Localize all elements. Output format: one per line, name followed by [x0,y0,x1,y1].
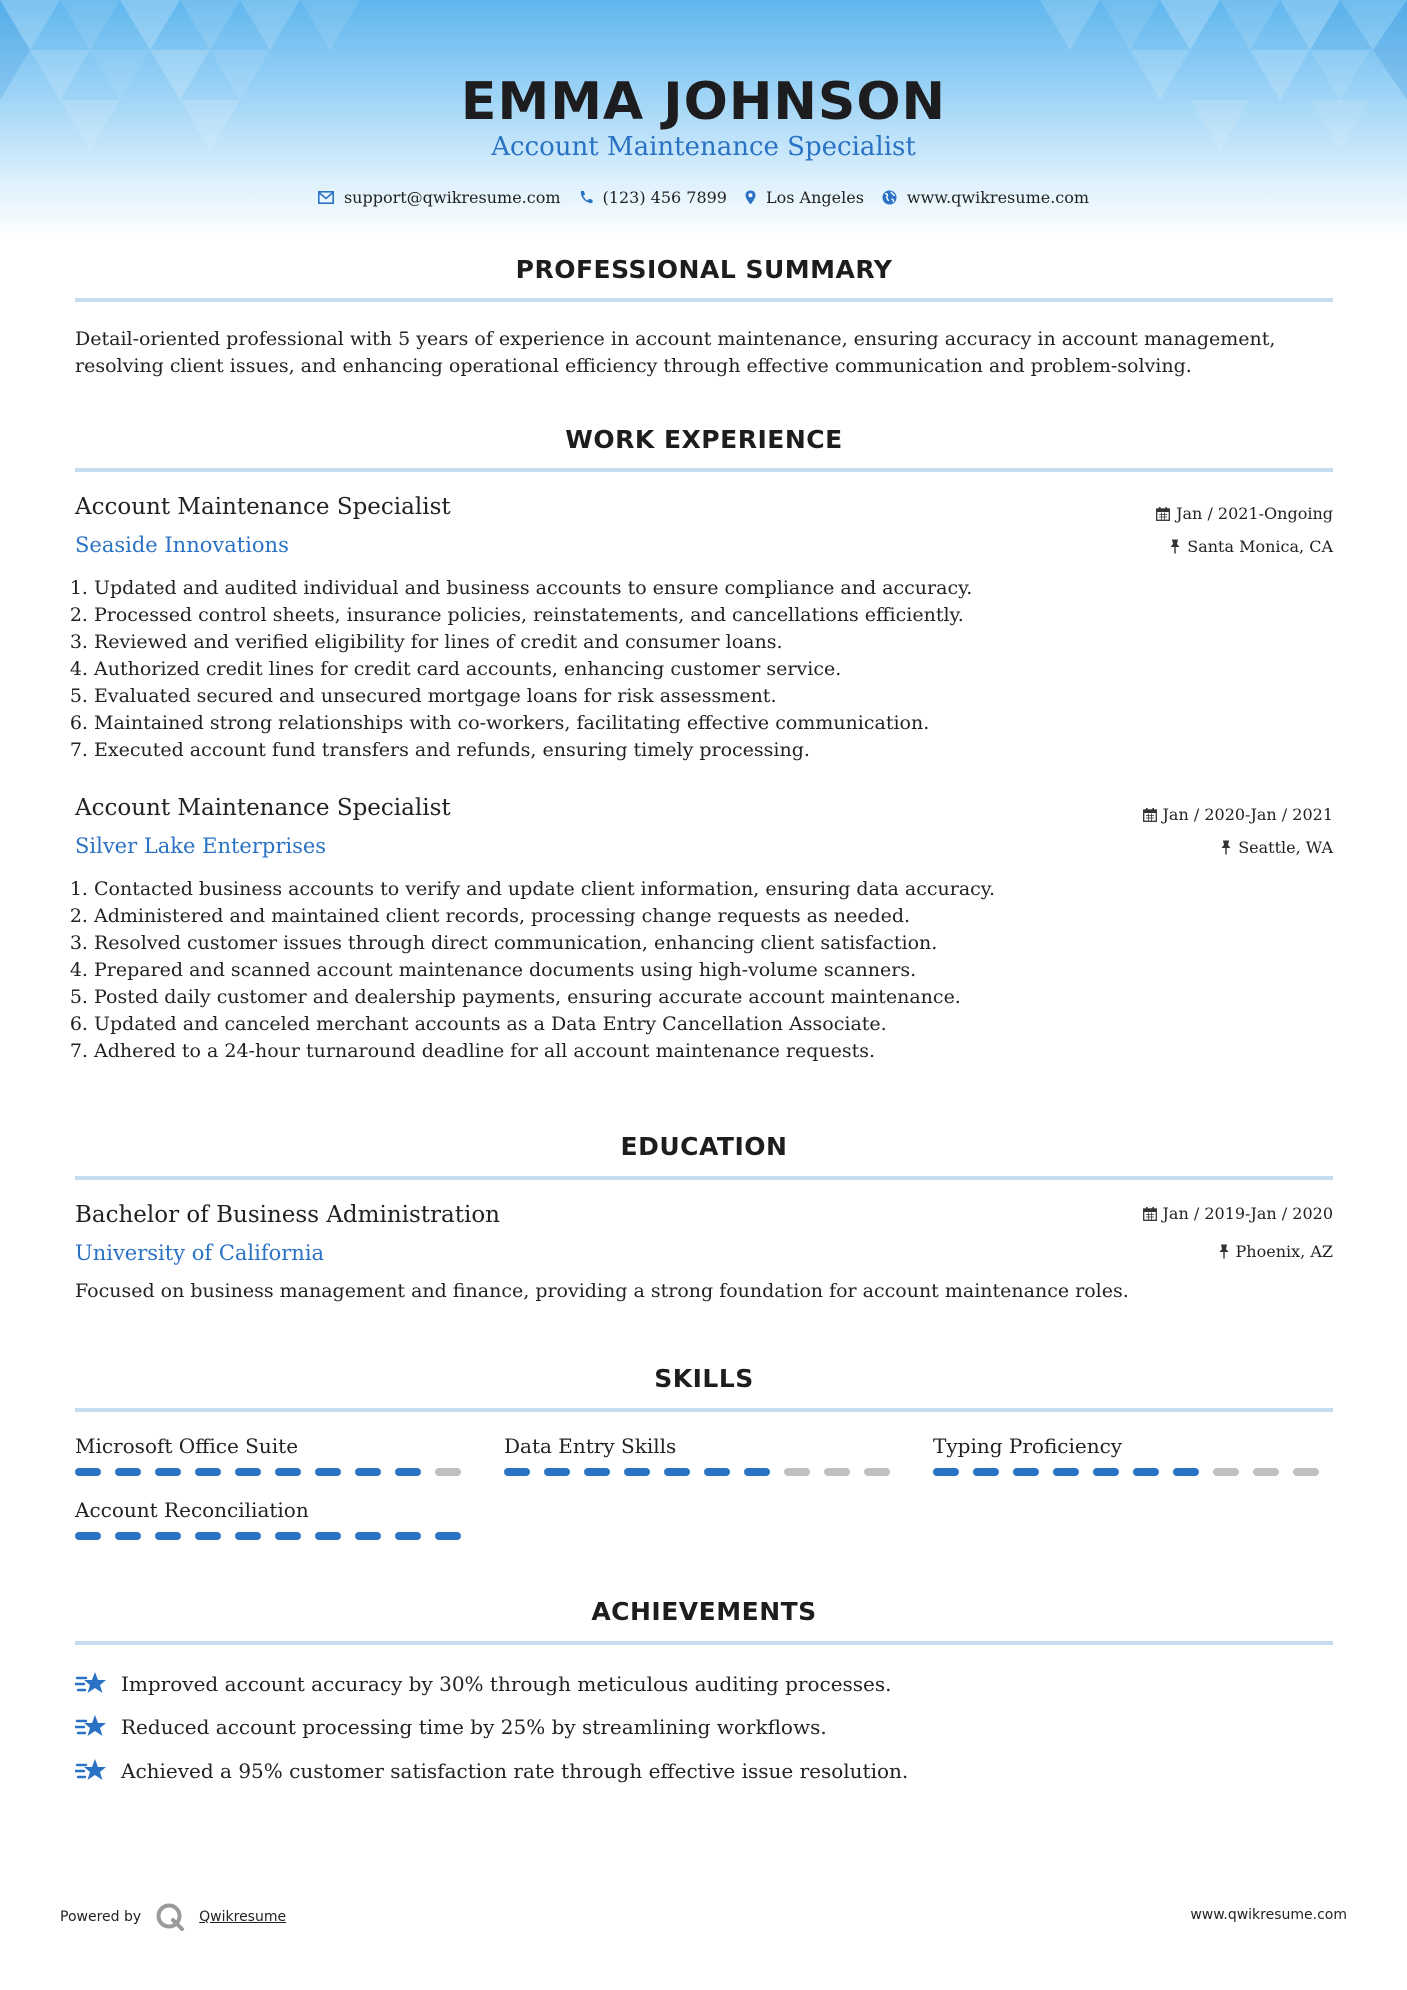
list-item: 2. Administered and maintained client records, processing change requests as needed. [94,903,1344,930]
skill-dash-filled [973,1468,999,1476]
skill-dash-filled [315,1468,341,1476]
job-2-location-text: Seattle, WA [1238,838,1333,857]
list-item: 6. Maintained strong relationships with co-workers, facilitating effective communication. [94,710,1344,737]
summary-divider [75,298,1333,302]
list-item: 4. Authorized credit lines for credit card accounts, enhancing customer service. [94,656,1344,683]
list-item: 1. Contacted business accounts to verify and update client information, ensuring data accuracy. [94,876,1344,903]
skill-rating [933,1468,1333,1476]
job-2-role: Account Maintenance Specialist [75,795,451,821]
skill-dash-filled [544,1468,570,1476]
skill-dash-empty [784,1468,810,1476]
skill-rating [504,1468,904,1476]
phone-icon [579,190,593,205]
skill-dash-filled [75,1468,101,1476]
location-text: Los Angeles [765,188,864,207]
skill-dash-filled [395,1468,421,1476]
skill-typing [933,1434,1333,1476]
skill-label: Account Reconciliation [75,1498,309,1522]
skill-dash-filled [664,1468,690,1476]
website-text: www.qwikresume.com [906,188,1090,207]
skill-dash-empty [1213,1468,1239,1476]
skill-dash-filled [275,1532,301,1540]
summary-heading: PROFESSIONAL SUMMARY [515,255,893,284]
list-item: 6. Updated and canceled merchant accounts as a Data Entry Cancellation Associate. [94,1011,1344,1038]
envelope-icon [318,191,334,204]
skill-dash-filled [704,1468,730,1476]
list-item: 7. Adhered to a 24-hour turnaround deadline for all account maintenance requests. [94,1038,1344,1065]
education-date [1143,1204,1333,1223]
skill-dash-filled [315,1532,341,1540]
calendar-icon [1156,507,1170,521]
summary-text: Detail-oriented professional with 5 years of experience in account maintenance, ensuring accuracy in account management, resolving client issues, and enhancing operational efficiency through effective communication and problem-solving. [75,328,1276,377]
skill-dash-filled [75,1532,101,1540]
qwikresume-link[interactable]: Qwikresume [199,1909,287,1925]
skill-dash-filled [155,1532,181,1540]
skill-dash-filled [235,1532,261,1540]
list-item: 2. Processed control sheets, insurance policies, reinstatements, and cancellations efficiently. [94,602,1344,629]
job-1-location [1169,537,1333,556]
achievements-divider [75,1641,1333,1645]
skill-dash-filled [355,1532,381,1540]
skill-rating [75,1532,475,1540]
education-degree: Bachelor of Business Administration [75,1202,500,1228]
list-item: 5. Posted daily customer and dealership payments, ensuring accurate account maintenance. [94,984,1344,1011]
footer-site-link[interactable]: www.qwikresume.com [1190,1907,1347,1923]
skill-dash-empty [1253,1468,1279,1476]
map-pin-icon [745,190,756,205]
calendar-icon [1143,808,1157,822]
list-item: 1. Updated and audited individual and business accounts to ensure compliance and accuracy. [94,575,1344,602]
education-heading: EDUCATION [620,1132,788,1161]
job-1-date-text: Jan / 2021-Ongoing [1176,504,1333,523]
skill-dash-filled [195,1532,221,1540]
achievement-text: Reduced account processing time by 25% by streamlining workflows. [121,1715,827,1739]
education-date-text: Jan / 2019-Jan / 2020 [1162,1204,1333,1223]
list-item: 5. Evaluated secured and unsecured mortgage loans for risk assessment. [94,683,1344,710]
star-icon [75,1757,107,1785]
contact-email[interactable] [318,188,561,207]
achievement-text: Improved account accuracy by 30% through meticulous auditing processes. [121,1672,892,1696]
job-2-company: Silver Lake Enterprises [75,834,327,858]
candidate-title: Account Maintenance Specialist [491,132,916,162]
skill-dash-filled [1133,1468,1159,1476]
education-location-text: Phoenix, AZ [1235,1242,1333,1261]
skill-data-entry [504,1434,904,1476]
contact-website[interactable] [882,188,1089,207]
pushpin-icon [1220,840,1232,855]
skill-dash-filled [195,1468,221,1476]
contact-location [745,188,864,207]
skill-dash-filled [1013,1468,1039,1476]
achievement-text: Achieved a 95% customer satisfaction rate through effective issue resolution. [121,1759,909,1783]
skill-dash-empty [824,1468,850,1476]
achievements-heading: ACHIEVEMENTS [591,1597,817,1626]
calendar-icon [1143,1207,1157,1221]
job-1-role: Account Maintenance Specialist [75,494,451,520]
skill-microsoft-office [75,1434,475,1476]
education-divider [75,1176,1333,1180]
experience-divider [75,468,1333,472]
job-2-bullets [55,876,1344,1065]
job-2-location [1220,838,1333,857]
pushpin-icon [1218,1244,1230,1259]
experience-heading: WORK EXPERIENCE [565,425,843,454]
job-2-date-text: Jan / 2020-Jan / 2021 [1162,805,1333,824]
skill-dash-filled [395,1532,421,1540]
list-item: 3. Reviewed and verified eligibility for lines of credit and consumer loans. [94,629,1344,656]
skill-dash-filled [115,1468,141,1476]
skill-dash-filled [355,1468,381,1476]
list-item: 7. Executed account fund transfers and refunds, ensuring timely processing. [94,737,1344,764]
skill-dash-filled [1173,1468,1199,1476]
skill-dash-filled [933,1468,959,1476]
achievement-3 [75,1757,908,1785]
star-icon [75,1670,107,1698]
job-1-bullets [55,575,1344,764]
pushpin-icon [1169,539,1181,554]
skill-account-reconciliation [75,1498,475,1540]
education-school: University of California [75,1241,325,1265]
footer-powered-by [60,1902,286,1932]
skill-label: Data Entry Skills [504,1434,677,1458]
skill-label: Typing Proficiency [933,1434,1123,1458]
candidate-name: EMMA JOHNSON [460,72,947,132]
job-1-date [1156,504,1333,523]
skill-dash-filled [744,1468,770,1476]
skill-label: Microsoft Office Suite [75,1434,299,1458]
powered-by-label: Powered by [60,1909,142,1925]
email-text: support@qwikresume.com [343,188,561,207]
list-item: 4. Prepared and scanned account maintenance documents using high-volume scanners. [94,957,1344,984]
skill-dash-filled [235,1468,261,1476]
education-description: Focused on business management and finance, providing a strong foundation for account maintenance roles. [75,1280,1129,1302]
skill-dash-filled [275,1468,301,1476]
skill-dash-filled [435,1532,461,1540]
achievement-2 [75,1713,827,1741]
phone-text: (123) 456 7899 [602,188,727,207]
job-1-location-text: Santa Monica, CA [1187,537,1333,556]
skill-dash-filled [624,1468,650,1476]
qwikresume-logo-icon [155,1902,185,1932]
star-icon [75,1713,107,1741]
skill-dash-filled [584,1468,610,1476]
education-location [1218,1242,1333,1261]
skills-divider [75,1408,1333,1412]
contact-bar [0,188,1407,207]
skills-heading: SKILLS [654,1364,754,1393]
list-item: 3. Resolved customer issues through direct communication, enhancing client satisfaction. [94,930,1344,957]
skill-dash-empty [1293,1468,1319,1476]
skill-dash-filled [115,1532,141,1540]
skill-dash-filled [1053,1468,1079,1476]
skill-dash-filled [504,1468,530,1476]
job-2-date [1143,805,1333,824]
skill-dash-filled [155,1468,181,1476]
job-1-company: Seaside Innovations [75,533,289,557]
globe-icon [882,190,897,205]
skill-dash-empty [435,1468,461,1476]
skill-rating [75,1468,475,1476]
contact-phone[interactable] [579,188,727,207]
achievement-1 [75,1670,892,1698]
skill-dash-empty [864,1468,890,1476]
skill-dash-filled [1093,1468,1119,1476]
